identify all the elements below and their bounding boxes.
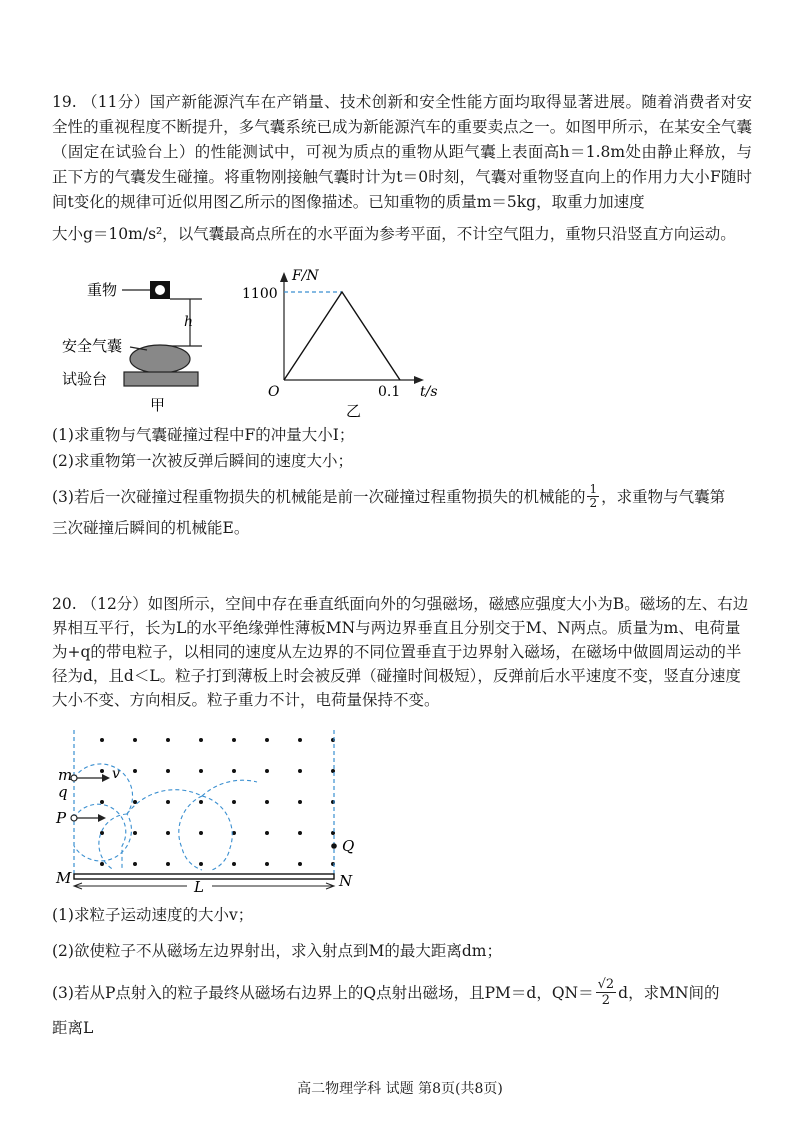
field-dot — [298, 769, 302, 773]
field-dot — [298, 831, 302, 835]
field-dot — [133, 738, 137, 742]
tick-label-end: 0.1 — [378, 384, 401, 400]
label-m: m — [58, 766, 73, 784]
label-v: v — [112, 766, 120, 782]
field-dot — [100, 769, 104, 773]
label-P: P — [56, 809, 67, 827]
label-h: h — [184, 314, 194, 330]
fraction-numerator-2: √2 — [597, 977, 615, 992]
label-q: q — [58, 783, 68, 801]
fraction-one-half — [587, 483, 599, 510]
fraction-numerator: 1 — [589, 482, 598, 496]
fraction-denominator-2: 2 — [601, 993, 611, 1008]
q19-subquestions — [52, 423, 752, 540]
figure-jia — [52, 268, 242, 418]
q20-sub3-text-a: (3)若从P点射入的粒子最终从磁场右边界上的Q点射出磁场，且PM＝d，QN＝ — [52, 983, 594, 1002]
question-19 — [52, 90, 752, 247]
field-dot — [298, 800, 302, 804]
field-dot — [232, 862, 236, 866]
tick-label-peak: 1100 — [242, 286, 278, 302]
field-dot — [133, 862, 137, 866]
field-dots — [100, 738, 335, 866]
field-dot — [265, 831, 269, 835]
field-dot — [199, 738, 203, 742]
q20-sub3-line2: 距离L — [52, 1019, 94, 1037]
q20-subquestions — [52, 903, 752, 1040]
field-dot — [199, 769, 203, 773]
q19-sub3-line2: 三次碰撞后瞬间的机械能E。 — [52, 519, 250, 537]
q19-sub3-text-b: ，求重物与气囊第 — [601, 487, 726, 506]
field-dot — [166, 769, 170, 773]
q20-sub1: (1)求粒子运动速度的大小v； — [52, 906, 254, 924]
q20-header: 20. （12分）如图所示，空间中存在垂直纸面向外的匀强磁场，磁感应强度大小为B。磁场的左、右边界相互平行，长为L的水平绝缘弹性薄板MN与两边界垂直且分别交于M、N两点。质量为m、电荷量为+q的带电粒子，以相同的速度从左边界的不同位置垂直于边界射入磁场，在磁场中做圆周运动的半径为d，且d＜L。粒子打到薄板上时会被反弹（碰撞时间极短），反弹前后水平速度不变，竖直分速度大小不变、方向相反。粒子重力不计，电荷量保持不变。 — [52, 595, 749, 709]
q20-sub3-line1 — [52, 977, 752, 1008]
field-dot — [199, 800, 203, 804]
plate-MN — [74, 874, 334, 879]
q19-sub1: (1)求重物与气囊碰撞过程中F的冲量大小I； — [52, 426, 355, 444]
field-dot — [232, 738, 236, 742]
field-dot — [265, 862, 269, 866]
field-dot — [232, 800, 236, 804]
label-airbag: 安全气囊 — [62, 337, 123, 355]
y-axis-arrow — [280, 272, 288, 282]
field-dot — [133, 831, 137, 835]
fraction-root2-over-2 — [596, 977, 617, 1008]
page-footer: 高二物理学科 试题 第8页(共8页) — [297, 1081, 503, 1097]
caption-yi: 乙 — [346, 402, 362, 420]
q20-sub3-text-b: d，求MN间的 — [618, 983, 720, 1002]
test-platform — [124, 372, 198, 386]
label-N: N — [339, 872, 353, 890]
field-dot — [232, 769, 236, 773]
x-axis-arrow — [414, 376, 424, 384]
trajectory-arc-2 — [99, 814, 127, 870]
field-dot — [100, 862, 104, 866]
label-M: M — [56, 869, 72, 887]
weight-hole — [155, 285, 165, 295]
q19-header-last-line: 大小g＝10m/s²，以气囊最高点所在的水平面为参考平面，不计空气阻力，重物只沿竖直方向运动。 — [52, 225, 736, 243]
caption-jia: 甲 — [150, 396, 166, 414]
field-dot — [166, 862, 170, 866]
q19-header: 19. （11分）国产新能源汽车在产销量、技术创新和安全性能方面均取得显著进展。随着消费者对安全性的重视程度不断提升，多气囊系统已成为新能源汽车的重要卖点之一。如图甲所示，在某安全气囊（固定在试验台上）的性能测试中，可视为质点的重物从距气囊上表面高h＝1.8m处由静止释放，与正下方的气囊发生碰撞。将重物刚接触气囊时计为t＝0时刻，气囊对重物竖直向上的作用力大小F随时间t变化的规律可近似用图乙所示的图像描述。已知重物的质量m＝5kg，取重力加速度 — [52, 93, 752, 211]
field-dot — [166, 831, 170, 835]
label-Q: Q — [342, 837, 355, 855]
label-L: L — [194, 878, 204, 896]
field-dot — [166, 738, 170, 742]
trajectory-arc-5 — [179, 796, 202, 870]
origin-label: O — [268, 384, 280, 400]
field-dot — [100, 800, 104, 804]
field-dot — [199, 831, 203, 835]
p-arrowhead — [98, 814, 106, 822]
field-dot — [265, 769, 269, 773]
label-weight: 重物 — [87, 281, 118, 299]
q19-sub2: (2)求重物第一次被反弹后瞬间的速度大小； — [52, 452, 353, 470]
force-series-line — [284, 292, 400, 380]
entry-point-P — [71, 815, 77, 821]
question-20 — [52, 592, 752, 712]
field-dot — [133, 769, 137, 773]
axis-x-label: t/s — [420, 384, 438, 400]
axis-y-label: F/N — [292, 268, 319, 284]
field-dot — [100, 738, 104, 742]
figure-magnetic-field — [52, 726, 362, 896]
field-dot — [265, 738, 269, 742]
figure-yi-chart — [240, 262, 450, 420]
point-Q — [331, 843, 337, 849]
field-dot — [199, 862, 203, 866]
field-dot — [166, 800, 170, 804]
field-dot — [298, 738, 302, 742]
q19-sub3-line1 — [52, 483, 752, 510]
field-dot — [265, 800, 269, 804]
label-platform: 试验台 — [62, 370, 108, 388]
airbag — [130, 345, 190, 373]
fraction-denominator: 2 — [589, 496, 598, 510]
field-dot — [298, 862, 302, 866]
trajectory-arc-4 — [127, 790, 232, 870]
q20-sub2: (2)欲使粒子不从磁场左边界射出，求入射点到M的最大距离dm； — [52, 942, 502, 960]
trajectory-arc-6 — [202, 780, 257, 796]
q19-sub3-text-a: (3)若后一次碰撞过程重物损失的机械能是前一次碰撞过程重物损失的机械能的 — [52, 487, 586, 506]
velocity-arrowhead — [102, 774, 110, 782]
